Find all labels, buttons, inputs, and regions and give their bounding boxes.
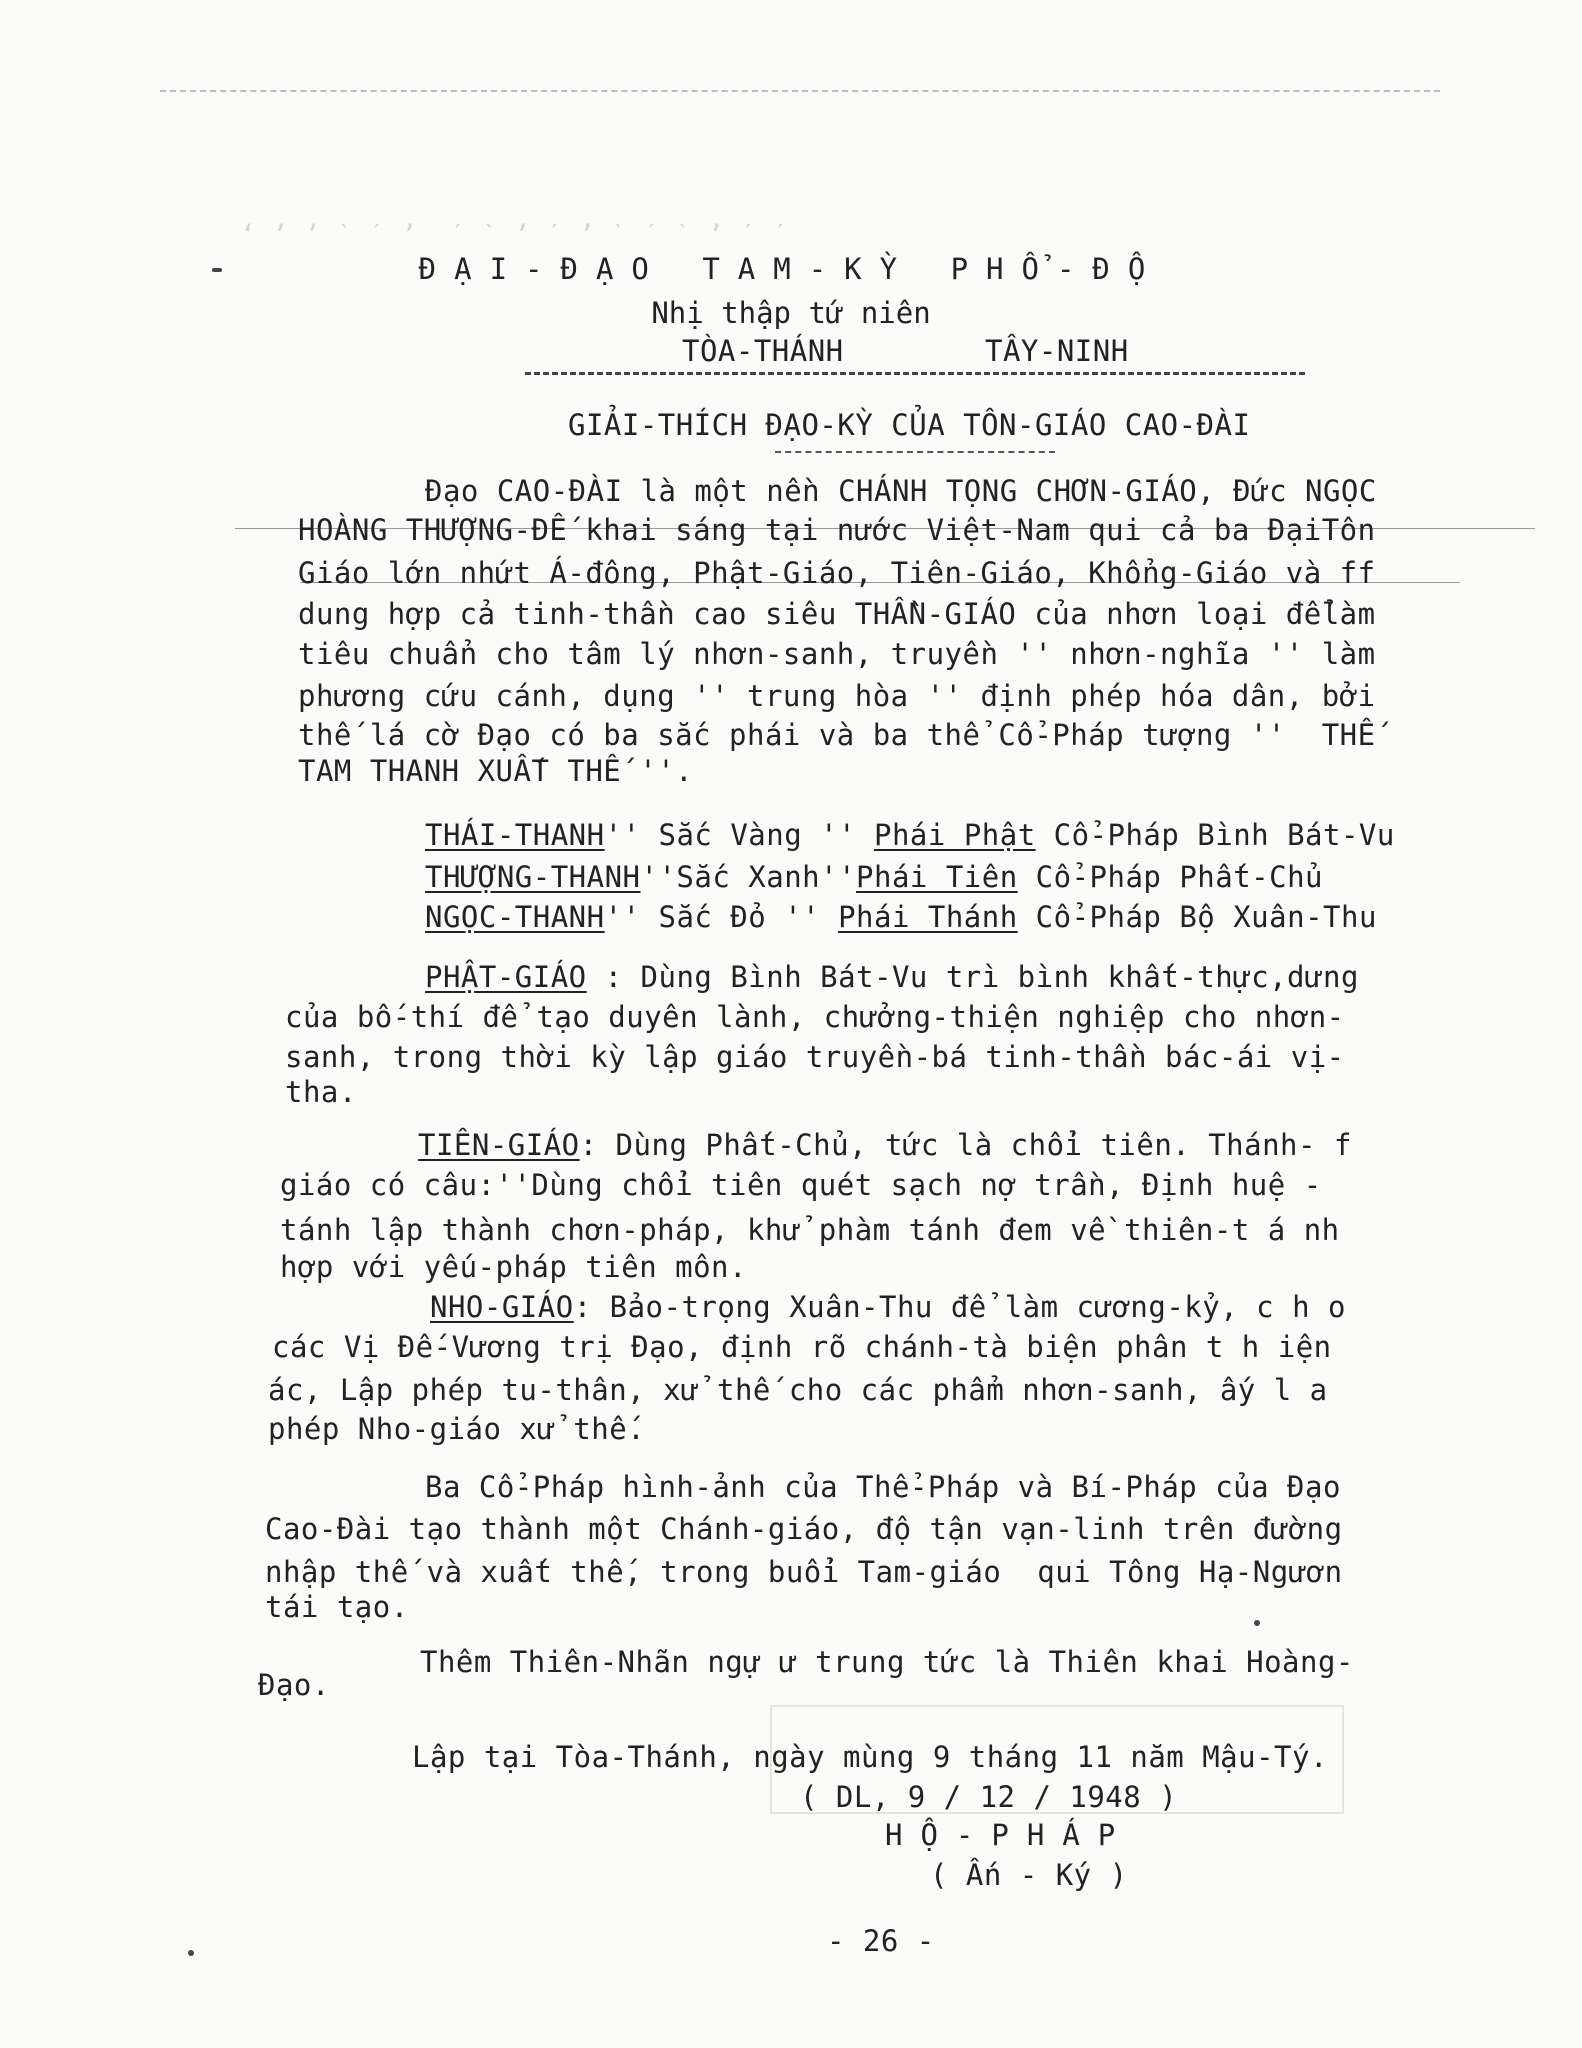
header-line-1: ĐẠI-ĐẠO TAM-KỲ PHỔ-ĐỘ bbox=[418, 252, 1164, 286]
nho-giao-line bbox=[430, 1290, 1346, 1324]
nho-giao-label: NHO-GIÁO bbox=[430, 1290, 574, 1324]
nho-giao-line: ác, Lập phép tu-thân, xử thế cho các phẩm nhơn-sanh, ấy l a bbox=[268, 1373, 1328, 1407]
phat-giao-text: : Dùng Bình Bát-Vu trì bình khất-thực,dưng bbox=[586, 960, 1359, 994]
nho-giao-line: các Vị Đế-Vương trị Đạo, định rõ chánh-tà biện phân t h iện bbox=[272, 1330, 1332, 1364]
closing-line: Đạo. bbox=[258, 1668, 330, 1702]
branch-color: ''Sắc Xanh'' bbox=[640, 860, 857, 894]
branch-cophap: Cổ-Pháp Bộ Xuân-Thu bbox=[1035, 900, 1377, 934]
branch-color: '' Sắc Đỏ '' bbox=[604, 900, 821, 934]
nho-giao-text: : Bảo-trọng Xuân-Thu để làm cương-kỷ, c h o bbox=[573, 1290, 1346, 1324]
branch-phai: Phái Tiên bbox=[856, 860, 1018, 894]
page-number: - 26 - bbox=[827, 1924, 935, 1958]
phat-giao-line: sanh, trong thời kỳ lập giáo truyền-bá tinh-thần bác-ái vị- bbox=[285, 1040, 1345, 1074]
phat-giao-label: PHẬT-GIÁO bbox=[425, 960, 587, 994]
intro-line: dung hợp cả tinh-thần cao siêu THẦN-GIÁO của nhơn loại đểlàm bbox=[298, 597, 1376, 631]
closing-line: Thêm Thiên-Nhãn ngự ư trung tức là Thiên khai Hoàng- bbox=[420, 1645, 1354, 1679]
title-underline bbox=[775, 451, 1055, 453]
intro-line: Đạo CAO-ĐÀI là một nền CHÁNH TỌNG CHƠN-GIÁO, Đức NGỌC bbox=[425, 474, 1377, 508]
tien-giao-line: giáo có câu:''Dùng chổi tiên quét sạch nợ trần, Định huệ - bbox=[280, 1168, 1322, 1202]
nho-giao-line: phép Nho-giáo xử thế. bbox=[268, 1412, 646, 1446]
phat-giao-line: tha. bbox=[285, 1075, 357, 1109]
conclusion-line: Cao-Đài tạo thành một Chánh-giáo, độ tận vạn-linh trên đường bbox=[265, 1512, 1343, 1546]
intro-line: HOÀNG THƯỢNG-ĐẾ khai sáng tại nước Việt-Nam qui cả ba ĐạiTôn bbox=[298, 513, 1376, 547]
header-divider bbox=[525, 372, 1305, 375]
signer-title: HỘ-PHÁP bbox=[885, 1818, 1134, 1852]
stray-mark bbox=[212, 268, 222, 272]
branch-name: NGỌC-THANH bbox=[425, 900, 605, 934]
document-title: GIẢI-THÍCH ĐẠO-KỲ CỦA TÔN-GIÁO CAO-ĐÀI bbox=[568, 408, 1251, 442]
bleed-through-text: ʻ ʼ ʼ ˋ ˊ ʼ ˊ ˋ ʼ ˊ ʼ ˋ ˊ ˋ ʼ ˊ ˊ bbox=[240, 220, 789, 250]
branch-phai: Phái Phật bbox=[874, 818, 1036, 852]
phat-giao-line: của bố-thí để tạo duyên lành, chưởng-thiện nghiệp cho nhơn- bbox=[285, 1000, 1345, 1034]
tien-giao-line: hợp với yếu-pháp tiên môn. bbox=[280, 1250, 747, 1284]
intro-line: tiêu chuẩn cho tâm lý nhơn-sanh, truyền '' nhơn-nghĩa '' làm bbox=[298, 637, 1376, 671]
branch-name: THÁI-THANH bbox=[425, 818, 605, 852]
seal-note: ( Ấn - Ký ) bbox=[930, 1858, 1128, 1892]
place-date: Lập tại Tòa-Thánh, ngày mùng 9 tháng 11 năm Mậu-Tý. bbox=[412, 1740, 1328, 1774]
branch-cophap: Cổ-Pháp Bình Bát-Vu bbox=[1053, 818, 1395, 852]
conclusion-line: Ba Cổ-Pháp hình-ảnh của Thể-Pháp và Bí-Pháp của Đạo bbox=[425, 1470, 1341, 1504]
scan-edge-rule bbox=[160, 90, 1440, 92]
tien-giao-label: TIÊN-GIÁO bbox=[418, 1128, 580, 1162]
stray-mark bbox=[188, 1950, 194, 1956]
branch-color: '' Sắc Vàng '' bbox=[604, 818, 857, 852]
header-place-right: TÂY-NINH bbox=[985, 334, 1129, 368]
branch-row bbox=[425, 860, 1323, 894]
tien-giao-text: : Dùng Phất-Chủ, tức là chổi tiên. Thánh- f bbox=[579, 1128, 1352, 1162]
header-place-left: TÒA-THÁNH bbox=[682, 334, 844, 368]
tien-giao-line: tánh lập thành chơn-pháp, khử phàm tánh đem về thiên-t á nh bbox=[280, 1213, 1340, 1247]
branch-row bbox=[425, 900, 1377, 934]
gregorian-date: ( DL, 9 / 12 / 1948 ) bbox=[800, 1780, 1178, 1814]
intro-line: TAM THANH XUẤT THẾ ''. bbox=[298, 754, 694, 788]
intro-line: Giáo lớn nhứt Á-đông, Phật-Giáo, Tiên-Giáo, Khổng-Giáo và ff bbox=[298, 556, 1376, 590]
tien-giao-line bbox=[418, 1128, 1352, 1162]
phat-giao-line bbox=[425, 960, 1359, 994]
header-line-2: Nhị thập tứ niên bbox=[651, 296, 931, 330]
conclusion-line: tái tạo. bbox=[265, 1590, 409, 1624]
intro-line: thế lá cờ Đạo có ba sắc phái và ba thể Cổ-Pháp tượng '' THẾ bbox=[298, 718, 1376, 752]
branch-name: THƯỢNG-THANH bbox=[425, 860, 641, 894]
branch-cophap: Cổ-Pháp Phất-Chủ bbox=[1035, 860, 1323, 894]
branch-phai: Phái Thánh bbox=[838, 900, 1018, 934]
branch-row bbox=[425, 818, 1395, 852]
stray-mark bbox=[1254, 1620, 1260, 1626]
intro-line: phương cứu cánh, dụng '' trung hòa '' định phép hóa dân, bởi bbox=[298, 679, 1376, 713]
conclusion-line: nhập thế và xuất thế, trong buổi Tam-giáo qui Tông Hạ-Ngươn bbox=[265, 1555, 1343, 1589]
